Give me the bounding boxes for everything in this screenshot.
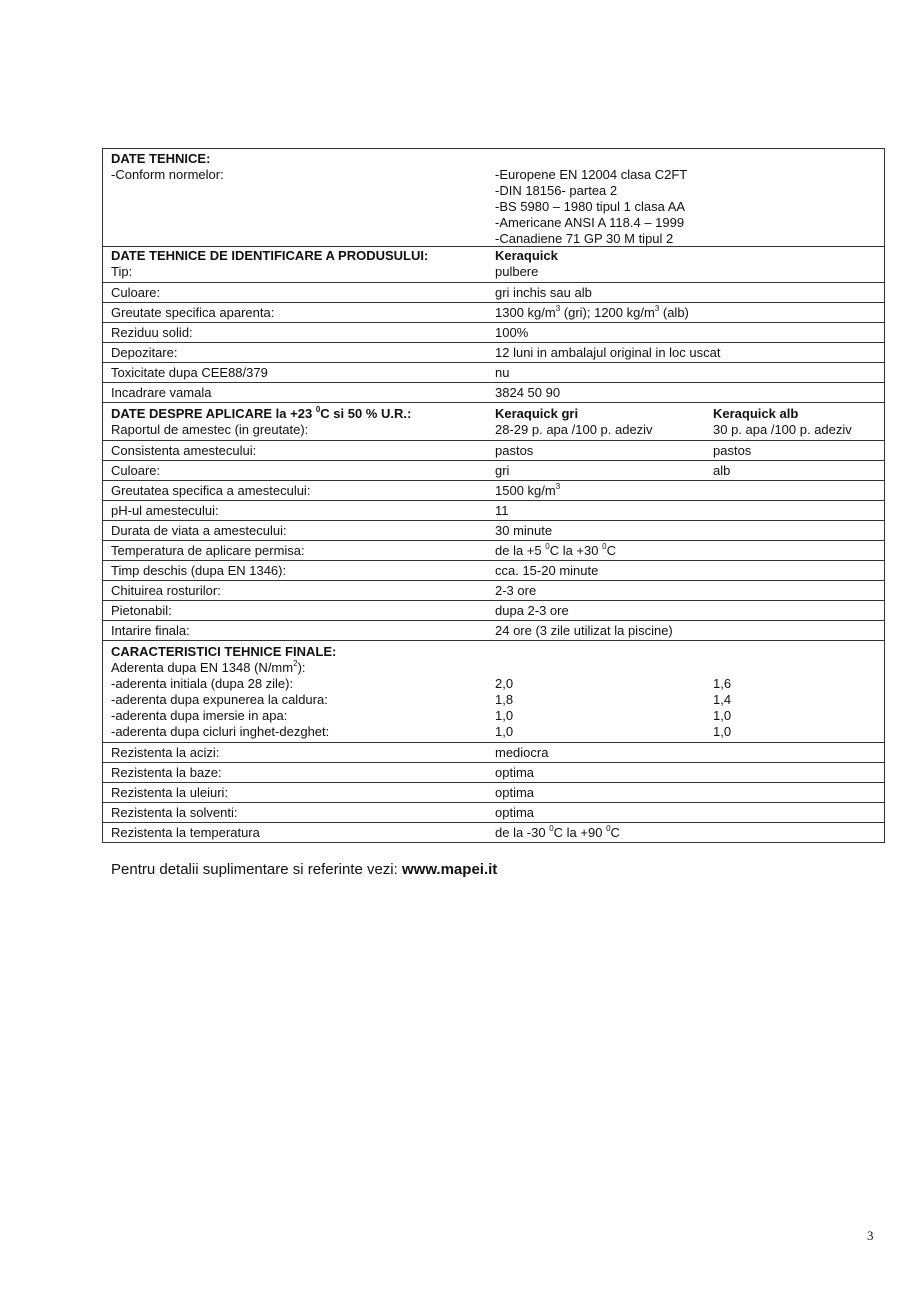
norm-item: -Europene EN 12004 clasa C2FT <box>495 167 688 182</box>
row-value: optima <box>495 765 535 780</box>
website-link[interactable]: www.mapei.it <box>401 861 498 878</box>
row-value: 12 luni in ambalajul original in loc uscat <box>495 345 721 360</box>
row-label: Rezistenta la solventi: <box>111 805 238 820</box>
row-label: Consistenta amestecului: <box>111 443 257 458</box>
table-row <box>103 500 884 520</box>
column-header-gri: Keraquick gri <box>495 406 579 421</box>
row-value-alb: pastos <box>713 443 752 458</box>
row-value-gri: pastos <box>495 443 534 458</box>
table-row <box>103 322 884 342</box>
adherence-row-label: -aderenta dupa cicluri inghet-dezghet: <box>111 724 330 739</box>
row-label: Culoare: <box>111 285 161 300</box>
table-row <box>103 560 884 580</box>
adherence-alb: 1,4 <box>713 692 732 707</box>
table-row <box>103 782 884 802</box>
ratio-label: Raportul de amestec (in greutate): <box>111 422 309 437</box>
row-label: Chituirea rosturilor: <box>111 583 221 598</box>
table-row <box>103 620 884 640</box>
row-label: Toxicitate dupa CEE88/379 <box>111 365 268 380</box>
section-title-identification: DATE TEHNICE DE IDENTIFICARE A PRODUSULUI: <box>111 248 429 263</box>
row-value: optima <box>495 805 535 820</box>
row-value: 100% <box>495 325 529 340</box>
adherence-row-label: -aderenta initiala (dupa 28 zile): <box>111 676 294 691</box>
table-row <box>103 540 884 560</box>
type-label: Tip: <box>111 264 133 279</box>
table-row <box>103 460 884 480</box>
row-label: Culoare: <box>111 463 161 478</box>
adherence-label: Aderenta dupa EN 1348 $(N/mm^2)$: <box>111 658 306 675</box>
norm-item: -Canadiene 71 GP 30 M tipul 2 <box>495 231 674 246</box>
adherence-alb: 1,0 <box>713 708 732 723</box>
footer-note-text: Pentru detalii suplimentare si referinte vezi: <box>111 861 402 878</box>
table-row <box>103 362 884 382</box>
adherence-row-label: -aderenta dupa imersie in apa: <box>111 708 288 723</box>
row-label: Rezistenta la acizi: <box>111 745 220 760</box>
adherence-alb: 1,0 <box>713 724 732 739</box>
table-row <box>103 342 884 362</box>
adherence-gri: 1,8 <box>495 692 514 707</box>
table-row <box>103 282 884 302</box>
row-label: Incadrare vamala <box>111 385 212 400</box>
row-value-gri: 30 minute <box>495 523 553 538</box>
row-label: Pietonabil: <box>111 603 172 618</box>
row-label: Greutatea specifica a amestecului: <box>111 483 311 498</box>
page-number: 3 <box>867 1228 874 1243</box>
section-title-final: CARACTERISTICI TEHNICE FINALE: <box>111 644 337 659</box>
technical-data-table <box>102 148 885 843</box>
table-row <box>103 480 884 500</box>
row-value-alb: alb <box>713 463 731 478</box>
table-row <box>103 762 884 782</box>
row-value: nu <box>495 365 510 380</box>
row-value-gri: de la +5 $^0$C la +30 $^0$C <box>495 541 616 558</box>
row-value-gri: gri <box>495 463 510 478</box>
table-row <box>103 440 884 460</box>
row-value-gri: dupa 2-3 ore <box>495 603 569 618</box>
table-row <box>103 302 884 322</box>
table-row <box>103 802 884 822</box>
section-title-application: DATE DESPRE APLICARE la +23 $^0$C si 50 % U.R.: <box>111 404 412 421</box>
adherence-gri: 2,0 <box>495 676 514 691</box>
row-value: de la -30 $^0$C la +90 $^0$C <box>495 823 620 840</box>
row-final-characteristics <box>103 640 884 742</box>
adherence-row-label: -aderenta dupa expunerea la caldura: <box>111 692 328 707</box>
adherence-gri: 1,0 <box>495 724 514 739</box>
row-value: 1300 $kg/m^3$ (gri); 1200 $kg/m^3$ (alb) <box>495 303 689 320</box>
row-value-gri: 1500 $kg/m^3$ <box>495 481 561 498</box>
row-value-gri: 2-3 ore <box>495 583 537 598</box>
section-title-tech: DATE TEHNICE: <box>111 151 211 166</box>
row-application-header <box>103 402 884 440</box>
row-value-gri: cca. 15-20 minute <box>495 563 599 578</box>
row-value: optima <box>495 785 535 800</box>
type-value: pulbere <box>495 264 539 279</box>
norm-item: -DIN 18156- partea 2 <box>495 183 618 198</box>
table-row <box>103 742 884 762</box>
row-value-gri: 11 <box>495 503 509 518</box>
row-value: gri inchis sau alb <box>495 285 592 300</box>
table-row <box>103 520 884 540</box>
row-value: 3824 50 90 <box>495 385 561 400</box>
row-label: Durata de viata a amestecului: <box>111 523 287 538</box>
column-header-alb: Keraquick alb <box>713 406 799 421</box>
norms-label: -Conform normelor: <box>111 167 224 182</box>
norm-item: -BS 5980 – 1980 tipul 1 clasa AA <box>495 199 686 214</box>
row-norms <box>103 149 884 246</box>
adherence-alb: 1,6 <box>713 676 732 691</box>
norm-item: -Americane ANSI A 118.4 – 1999 <box>495 215 685 230</box>
row-label: Rezistenta la uleiuri: <box>111 785 229 800</box>
row-label: Reziduu solid: <box>111 325 193 340</box>
row-label: Depozitare: <box>111 345 178 360</box>
row-label: Greutate specifica aparenta: <box>111 305 275 320</box>
row-label: Temperatura de aplicare permisa: <box>111 543 305 558</box>
table-row <box>103 382 884 402</box>
row-label: Rezistenta la baze: <box>111 765 222 780</box>
table-row <box>103 580 884 600</box>
footer-note <box>111 861 497 878</box>
row-label: Rezistenta la temperatura <box>111 825 260 840</box>
row-label: Timp deschis (dupa EN 1346): <box>111 563 287 578</box>
norms-list <box>495 167 687 247</box>
table-row <box>103 822 884 842</box>
ratio-gri: 28-29 p. apa /100 p. adeziv <box>495 422 653 437</box>
row-identification-header <box>103 246 884 282</box>
ratio-alb: 30 p. apa /100 p. adeziv <box>713 422 852 437</box>
product-name: Keraquick <box>495 248 558 263</box>
row-value-gri: 24 ore (3 zile utilizat la piscine) <box>495 623 673 638</box>
table-row <box>103 600 884 620</box>
row-label: Intarire finala: <box>111 623 190 638</box>
row-value: mediocra <box>495 745 549 760</box>
adherence-gri: 1,0 <box>495 708 514 723</box>
row-label: pH-ul amestecului: <box>111 503 219 518</box>
